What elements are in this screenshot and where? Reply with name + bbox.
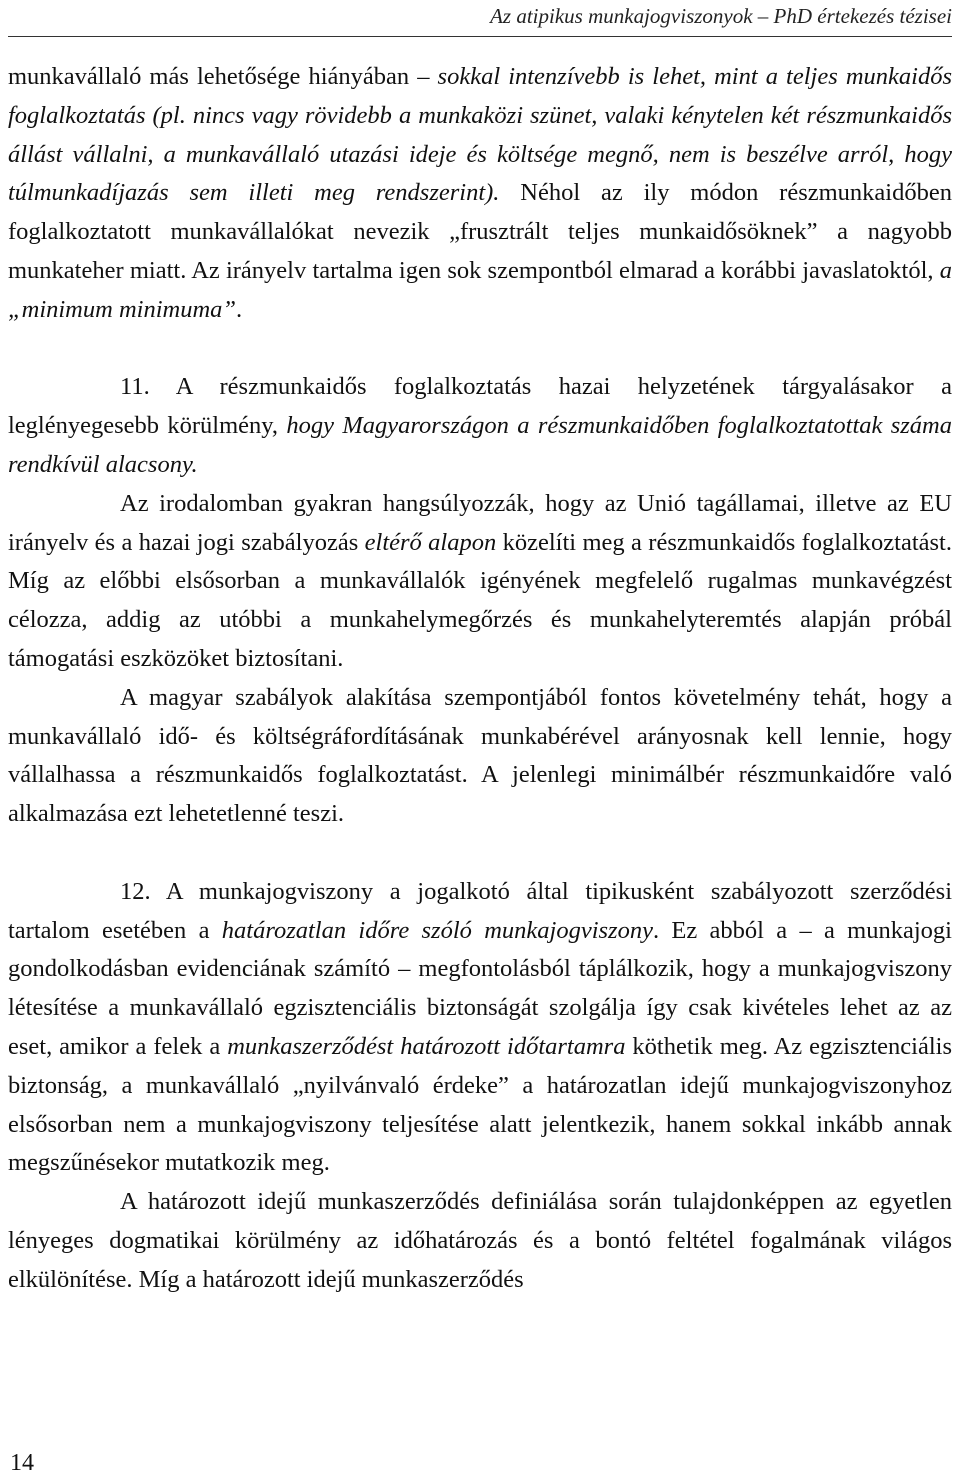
running-header (8, 0, 952, 37)
paragraph-1 (8, 58, 952, 330)
text-run: Néhol az ily módon részmunkaidőben foglalkoztatott munkavállalókat nevezik „frusztrált teljes munkaidősöknek” a nagyobb munkateher miatt. Az irányelv tartalma igen sok szempontból elmarad a korábbi javaslatoktól, (8, 179, 952, 284)
italic-run: sokkal intenzívebb is lehet, mint a teljes munkaidős foglalkoztatás (pl. nincs vagy rövidebb a munkaközi szünet, valaki kénytelen két részmunkaidős állást vállalni, a munkavállaló utazási ideje és költsége megnő, nem is beszélve arról, hogy túlmunkadíjazás sem illeti meg rendszerint). (8, 63, 952, 207)
text-run: A részmunkaidős foglalkoztatás hazai helyzetének tárgyalásakor a leglényegesebb körülmény, (8, 373, 952, 440)
text-run: köthetik meg. Az egzisztenciális biztonság, a munkavállaló „nyilvánvaló érdeke” a határozatlan idejű munkajogviszonyhoz elsősorban nem a munkajogviszony teljesítése alatt jelentkezik, hanem sokkal inkább annak megszűnésekor mutatkozik meg. (8, 1032, 953, 1177)
text-run: A munkajogviszony a jogalkotó által tipikusként szabályozott szerződési tartalom esetében a (8, 877, 952, 944)
document-body (8, 58, 952, 1300)
running-title: Az atipikus munkajogviszonyok – PhD értekezés tézisei (490, 4, 952, 28)
section-number: 12. (120, 877, 151, 905)
italic-run: hogy Magyarországon a részmunkaidőben foglalkoztatottak száma rendkívül alacsony. (8, 412, 953, 478)
text-run: közelíti meg a részmunkaidős foglalkoztatást. Míg az előbbi elsősorban a munkavállalók igényének megfelelő rugalmas munkavégzést célozza, addig az utóbbi a munkahelymegőrzés és munkahelyteremtés alapján próbál támogatási eszközöket biztosítani. (8, 528, 952, 672)
text-run: . Ez abból a – a munkajogi gondolkodásban evidenciának számító – megfontolásból táplálkozik, hogy a munkajogviszony létesítése a munkavállaló egzisztenciális biztonságát szolgálja így csak kivételes lehet az az eset, amikor a felek a (8, 916, 952, 1060)
page-number: 14 (10, 1450, 34, 1476)
text-run: A magyar szabályok alakítása szempontjából fontos követelmény tehát, hogy a munkavállaló idő- és költségráfordításának munkabérével arányosnak kell lennie, hogy vállalhassa a részmunkaidős foglalkoztatást. A jelenlegi minimálbér részmunkaidőre való alkalmazása ezt lehetetlenné teszi. (8, 683, 952, 828)
italic-run: határozatlan időre szóló munkajogviszony (221, 916, 653, 944)
paragraph-2 (8, 368, 952, 484)
paragraph-5 (8, 873, 952, 1183)
paragraph-gap (8, 834, 952, 873)
text-run: munkavállaló más lehetősége hiányában – (8, 63, 438, 90)
italic-run: a „minimum minimuma” (8, 256, 952, 323)
paragraph-4 (8, 679, 952, 834)
paragraph-6 (8, 1183, 952, 1299)
section-number: 11. (120, 373, 150, 401)
text-run: A határozott idejű munkaszerződés definiálása során tulajdonképpen az egyetlen lényeges dogmatikai körülmény az időhatározás és a bontó feltétel fogalmának világos elkülönítése. Míg a határozott idejű munkaszerződés (8, 1188, 952, 1293)
paragraph-3 (8, 485, 952, 679)
text-run: . (236, 295, 243, 323)
italic-run: eltérő alapon (364, 528, 497, 556)
paragraph-gap (8, 330, 952, 369)
text-run: Az irodalomban gyakran hangsúlyozzák, hogy az Unió tagállamai, illetve az EU irányelv és a hazai jogi szabályozás (8, 489, 952, 556)
italic-run: munkaszerződést határozott időtartamra (227, 1032, 626, 1060)
